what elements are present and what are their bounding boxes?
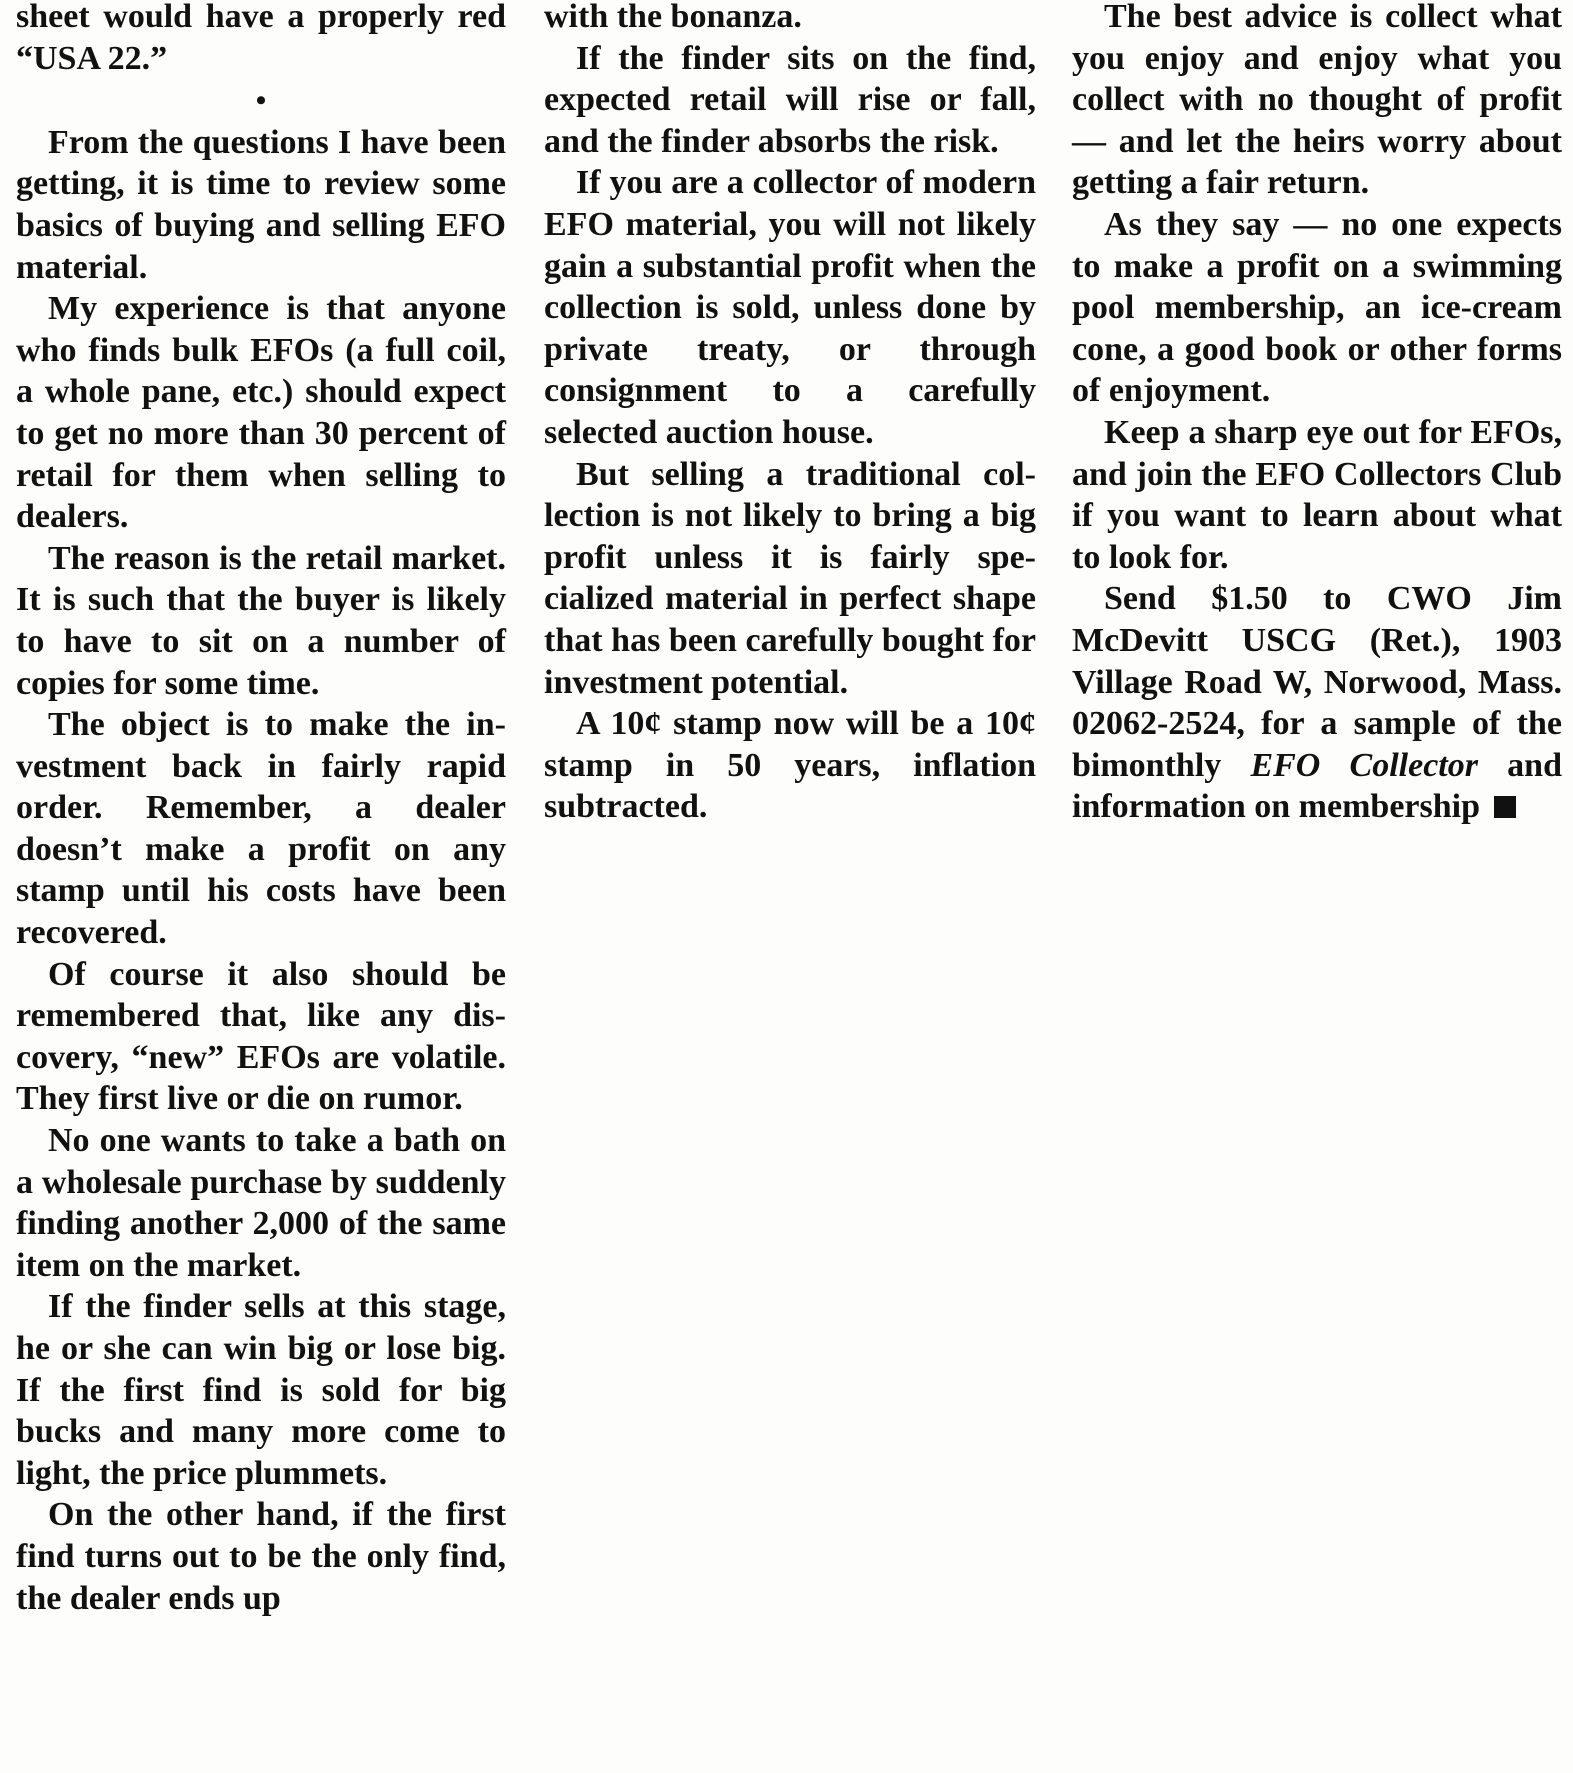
paragraph: Keep a sharp eye out for EFOs, and join the EFO Collectors Club if you want to learn about what to look for. (1072, 413, 1562, 576)
paragraph: The object is to make the investment back in fairly rapid order. Remember, a dealer doesn’t make a profit on any stamp until his costs have been recovered. (16, 706, 506, 952)
paragraph: The best advice is collect what you enjoy and enjoy what you collect with no thought of profit — and let the heirs worry about getting a fair return. (1072, 0, 1562, 202)
paragraph: sheet would have a properly red “USA 22.” (16, 0, 506, 77)
paragraph: If you are a collector of modern EFO material, you will not likely gain a substantial profit when the collection is sold, unless done by private treaty, or through consignment to a carefully selected auction house. (544, 164, 1036, 451)
paragraph: If the finder sells at this stage, he or she can win big or lose big. If the first find is sold for big bucks and many more come to light, the price plummets. (16, 1288, 506, 1492)
paragraph: But selling a traditional collection is not likely to bring a big profit unless it is fairly specialized material in perfect shape that has been carefully bought for investment potential. (544, 455, 1036, 701)
paragraph: On the other hand, if the first find turns out to be the only find, the dealer ends up (16, 1496, 506, 1617)
publication-title: EFO Collector (1250, 746, 1478, 784)
end-of-article-mark-icon (1494, 796, 1516, 818)
section-separator (16, 79, 506, 122)
paragraph: No one wants to take a bath on a wholesale purchase by suddenly finding another 2,000 of the same item on the market. (16, 1122, 506, 1284)
article-column-3 (1072, 0, 1562, 828)
paragraph: From the questions I have been getting, it is time to review some basics of buying and selling EFO material. (16, 123, 506, 286)
paragraph-text: Send $1.50 to CWO Jim McDevitt USCG (Ret.), 1903 Village Road W, Norwood, Mass. 02062-2524, for a sample of the bimonthly (1072, 580, 1562, 784)
paragraph: The reason is the retail market. It is such that the buyer is likely to have to sit on a number of copies for some time. (16, 539, 506, 702)
paragraph: My experience is that anyone who finds bulk EFOs (a full coil, a whole pane, etc.) should expect to get no more than 30 percent of retail for them when selling to dealers. (16, 290, 506, 536)
paragraph: As they say — no one expects to make a profit on a swimming pool membership, an ice-cream cone, a good book or other forms of enjoyment. (1072, 205, 1562, 410)
paragraph: Of course it also should be remembered that, like any discovery, “new” EFOs are volatile. They first live or die on rumor. (16, 955, 506, 1118)
paragraph: with the bonanza. (544, 0, 802, 35)
closing-paragraph (1072, 578, 1562, 828)
article-column-1 (16, 0, 506, 1619)
paragraph: If the finder sits on the find, expected retail will rise or fall, and the finder absorbs the risk. (544, 39, 1036, 160)
bullet-separator: • (255, 84, 267, 118)
paragraph: A 10¢ stamp now will be a 10¢ stamp in 50 years, inflation subtracted. (544, 705, 1036, 826)
article-column-2 (544, 0, 1036, 828)
paragraph-text: and information on membership (1072, 746, 1562, 826)
